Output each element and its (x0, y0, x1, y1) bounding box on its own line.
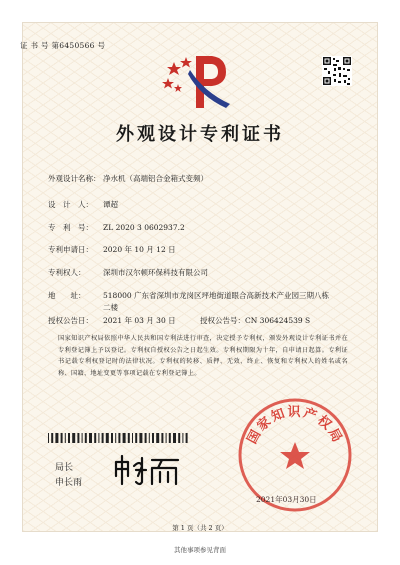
field-application-date (48, 244, 176, 255)
field-value: 谭超 (103, 200, 118, 209)
field-value: 2020 年 10 月 12 日 (103, 245, 176, 254)
field-label: 设 计 人： (48, 200, 93, 209)
field-grant-date (48, 315, 176, 326)
field-address-label (48, 290, 103, 301)
signature-name-label: 申长雨 (55, 478, 83, 488)
barcode (48, 433, 190, 443)
field-patentee (48, 267, 208, 278)
handwritten-signature (112, 452, 182, 488)
field-label: 地 址： (48, 291, 86, 300)
field-address-value: 518000 广东省深圳市龙岗区坪地街道眼合高新技术产业园三期八栋二楼 (103, 291, 330, 312)
field-value: 深圳市汉尔顿环保科技有限公司 (103, 268, 208, 277)
field-label: 外观设计名称： (48, 174, 101, 183)
field-label: 授权公告日： (48, 316, 93, 325)
field-value: 2021 年 03 月 30 日 (103, 316, 176, 325)
footer-note: 其他事项参见背面 (174, 546, 226, 554)
svg-text:国家知识产权局 (244, 404, 345, 447)
field-design-name (48, 173, 208, 184)
field-designer (48, 199, 118, 210)
notice-paragraph: 国家知识产权局依照中华人民共和国专利法进行审查，决定授予专利权，颁发外观设计专利证书并在专利登记簿上予以登记。专利权自授权公告之日起生效。专利权期限为十年，自申请日起算。专利证书记载专利权登记时的法律状况。专利权的转移、质押、无效、终止、恢复和专利权人的姓名或名称、国籍、地址变更等事项记载在专利登记簿上。 (58, 335, 348, 377)
signature-title: 局长 (55, 463, 74, 473)
qr-code (322, 56, 352, 86)
field-label: 授权公告号： (200, 316, 245, 325)
certificate-number: 证 书 号 第6450566 号 (20, 41, 106, 50)
field-label: 专利权人： (48, 268, 86, 277)
field-label: 专 利 号： (48, 223, 93, 232)
field-patent-number (48, 222, 185, 233)
seal-star-icon (280, 442, 310, 469)
field-value: 净水机（高端铝合金箱式变频） (103, 174, 208, 183)
field-announcement-number (200, 315, 310, 326)
patent-office-emblem (160, 50, 238, 112)
page-indicator: 第 1 页（共 2 页） (172, 524, 228, 532)
field-label: 专利申请日： (48, 245, 93, 254)
seal-date: 2021年03月30日 (256, 495, 317, 504)
field-value: ZL 2020 3 0602937.2 (103, 223, 185, 232)
field-value: CN 306424539 S (245, 316, 311, 325)
certificate-title: 外观设计专利证书 (116, 124, 284, 145)
seal-text: 国家知识产权局 (244, 405, 346, 447)
